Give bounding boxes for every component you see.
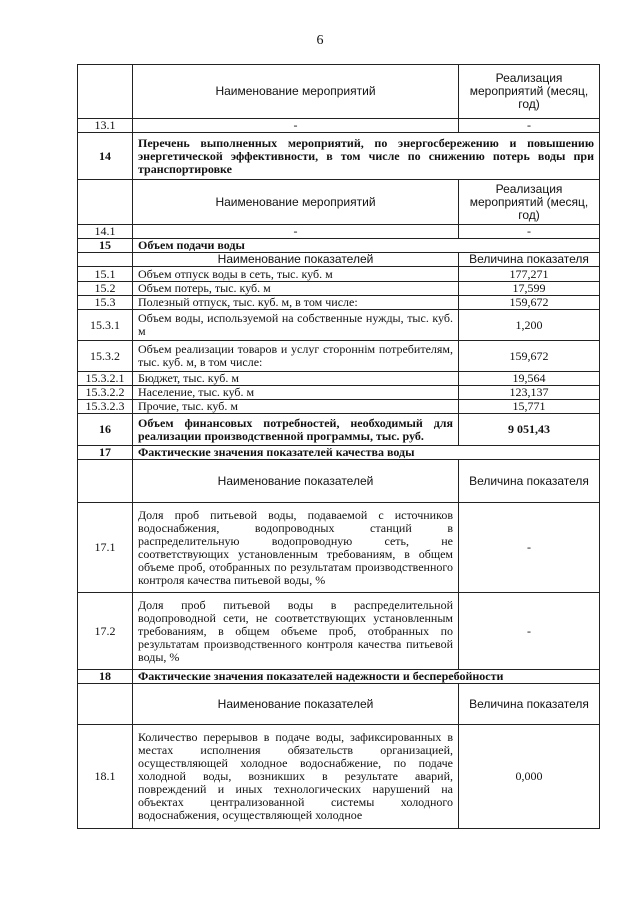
row-num: 15.3.1 [78, 310, 133, 341]
num-cell [78, 253, 133, 267]
section-row [78, 670, 600, 684]
table-header-row [78, 684, 600, 725]
row-name: Доля проб питьевой воды, подаваемой с источников водоснабжения, водопроводных станций в распределительную водопроводную сеть, не соответствующих установленным требованиям, в общем объеме проб, отобранных по результатам производственного контроля качества питьевой воды, % [133, 503, 459, 593]
table-row [78, 225, 600, 239]
row-name: Объем отпуск воды в сеть, тыс. куб. м [133, 267, 459, 282]
table-row [78, 282, 600, 296]
section-row [78, 239, 600, 253]
row-value: 17,599 [459, 282, 600, 296]
section-num: 14 [78, 133, 133, 180]
table-row [78, 725, 600, 829]
row-value: 159,672 [459, 296, 600, 310]
header-value: Величина показателя [459, 460, 600, 503]
table-row [78, 386, 600, 400]
header-name: Наименование мероприятий [133, 180, 459, 225]
row-num: 15.3.2.1 [78, 372, 133, 386]
section-row [78, 414, 600, 446]
row-num: 15.1 [78, 267, 133, 282]
table-header-row [78, 253, 600, 267]
row-name: Объем потерь, тыс. куб. м [133, 282, 459, 296]
section-num: 15 [78, 239, 133, 253]
row-value: - [459, 503, 600, 593]
row-value: - [459, 225, 600, 239]
row-num: 15.3.2 [78, 341, 133, 372]
section-num: 18 [78, 670, 133, 684]
section-title: Объем подачи воды [133, 239, 600, 253]
header-name: Наименование показателей [133, 684, 459, 725]
table-header-row [78, 460, 600, 503]
row-num: 18.1 [78, 725, 133, 829]
row-value: 177,271 [459, 267, 600, 282]
row-name: Население, тыс. куб. м [133, 386, 459, 400]
row-name: Бюджет, тыс. куб. м [133, 372, 459, 386]
row-num: 15.2 [78, 282, 133, 296]
row-num: 14.1 [78, 225, 133, 239]
table-row [78, 503, 600, 593]
section-title: Фактические значения показателей качества воды [133, 446, 600, 460]
row-name: Объем реализации товаров и услуг стороннім потребителям, тыс. куб. м, в том числе: [133, 341, 459, 372]
table-row [78, 341, 600, 372]
row-value: - [459, 119, 600, 133]
row-value: 15,771 [459, 400, 600, 414]
table-row [78, 400, 600, 414]
section-title: Объем финансовых потребностей, необходимый для реализации производственной программы, тыс. руб. [133, 414, 459, 446]
row-num: 13.1 [78, 119, 133, 133]
table-row [78, 267, 600, 282]
table-row [78, 119, 600, 133]
table-row [78, 310, 600, 341]
header-impl: Реализация мероприятий (месяц, год) [459, 180, 600, 225]
section-num: 16 [78, 414, 133, 446]
num-cell [78, 684, 133, 725]
section-title: Перечень выполненных мероприятий, по энергосбережению и повышению энергетической эффективности, в том числе по снижению потерь воды при транспортировке [133, 133, 600, 180]
table-row [78, 593, 600, 670]
row-num: 17.1 [78, 503, 133, 593]
section-row [78, 446, 600, 460]
section-num: 17 [78, 446, 133, 460]
row-name: Доля проб питьевой воды в распределительной водопроводной сети, не соответствующих установленным требованиям, в общем объеме проб, отобранных по результатам производственного контроля качества питьевой воды, % [133, 593, 459, 670]
table-row [78, 296, 600, 310]
header-name: Наименование показателей [133, 460, 459, 503]
num-cell [78, 460, 133, 503]
section-value: 9 051,43 [459, 414, 600, 446]
table-header-row [78, 65, 600, 119]
row-value: 159,672 [459, 341, 600, 372]
table-header-row [78, 180, 600, 225]
row-name: - [133, 225, 459, 239]
row-name: - [133, 119, 459, 133]
row-name: Объем воды, используемой на собственные нужды, тыс. куб. м [133, 310, 459, 341]
row-num: 15.3 [78, 296, 133, 310]
page-number: 6 [316, 33, 324, 48]
header-name: Наименование показателей [133, 253, 459, 267]
section-title: Фактические значения показателей надежности и бесперебойности [133, 670, 600, 684]
row-name: Количество перерывов в подаче воды, зафиксированных в местах исполнения обязательств организацией, осуществляющей холодное водоснабжение, по подаче холодной воды, возникших в результате аварий, повреждений и иных технологических нарушений на объектах централизованной системы холодного водоснабжения, осуществляющей холодное [133, 725, 459, 829]
header-value: Величина показателя [459, 253, 600, 267]
header-value: Величина показателя [459, 684, 600, 725]
row-num: 17.2 [78, 593, 133, 670]
row-name: Полезный отпуск, тыс. куб. м, в том числе: [133, 296, 459, 310]
num-cell [78, 65, 133, 119]
table-row [78, 372, 600, 386]
row-num: 15.3.2.2 [78, 386, 133, 400]
row-value: 1,200 [459, 310, 600, 341]
row-value: 0,000 [459, 725, 600, 829]
section-row [78, 133, 600, 180]
document-table [77, 64, 600, 829]
header-impl: Реализация мероприятий (месяц, год) [459, 65, 600, 119]
row-value: 123,137 [459, 386, 600, 400]
row-name: Прочие, тыс. куб. м [133, 400, 459, 414]
num-cell [78, 180, 133, 225]
row-value: - [459, 593, 600, 670]
row-value: 19,564 [459, 372, 600, 386]
header-name: Наименование мероприятий [133, 65, 459, 119]
row-num: 15.3.2.3 [78, 400, 133, 414]
